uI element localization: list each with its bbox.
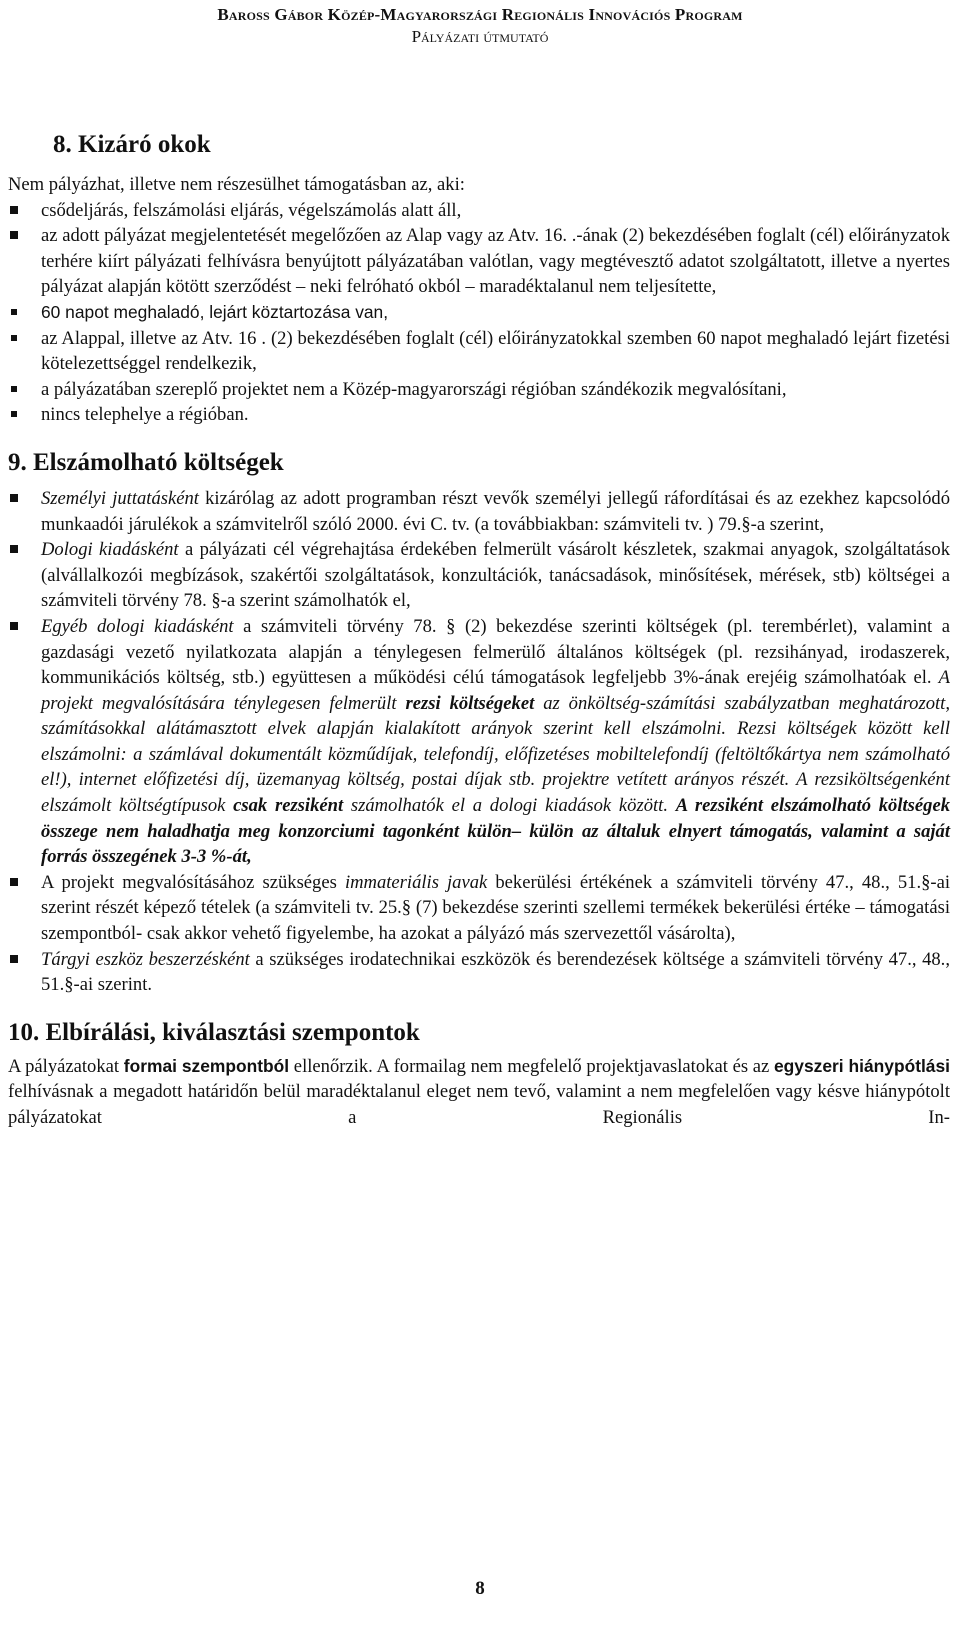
- emphasis: Tárgyi eszköz beszerzésként: [41, 948, 250, 970]
- italic-text: A projekt megvalósítására ténylegesen felmerült: [41, 667, 950, 714]
- list-item: [8, 870, 950, 947]
- item-text: A projekt megvalósításához szükséges: [41, 871, 345, 893]
- emphasis: Személyi juttatásként: [41, 487, 199, 509]
- exclusion-list: [8, 198, 950, 300]
- bold-italic-text: csak rezsiként: [233, 795, 344, 817]
- item-text: a számviteli törvény 78. § (2) bekezdése szerinti költségek (pl. terembérlet), valamint a gazdasági vezető nyilatkozata alapján a ténylegesen felmerülő általános költségek (pl. rezsihányad, irodaszerek, kommunikációs költség, stb.) együttesen a működési célú támogatások legfeljebb 3%-ának erejéig számolhatóak el.: [41, 615, 950, 689]
- bold-text: formai szempontból: [123, 1055, 290, 1076]
- page-number: 8: [475, 1578, 485, 1599]
- document-subtitle: Pályázati útmutató: [411, 27, 549, 46]
- emphasis: Dologi kiadásként: [41, 539, 179, 561]
- list-item: [8, 486, 950, 537]
- paragraph-text: A pályázatokat: [8, 1055, 124, 1077]
- emphasis: immateriális javak: [344, 871, 488, 893]
- section-8-intro: Nem pályázhat, illetve nem részesülhet támogatásban az, aki:: [8, 174, 465, 195]
- paragraph-text: ellenőrzik. A formailag nem megfelelő projektjavaslatokat és az: [289, 1055, 775, 1077]
- list-item: nincs telephelye a régióban.: [8, 402, 950, 428]
- section-10-heading: 10. Elbírálási, kiválasztási szempontok: [8, 1018, 420, 1046]
- section-9-heading: 9. Elszámolható költségek: [8, 448, 284, 476]
- exclusion-list-continued: [8, 300, 950, 428]
- list-item: [8, 947, 950, 998]
- eligible-costs-list: [8, 486, 950, 998]
- list-item: csődeljárás, felszámolási eljárás, végelszámolás alatt áll,: [8, 198, 950, 224]
- bold-italic-text: A rezsiként elszámolható költségek összege nem haladhatja meg konzorciumi tagonként külön– külön az általuk elnyert támogatás, valamint a saját forrás összegének 3-3 %-át,: [41, 795, 951, 868]
- list-item: a pályázatában szereplő projektet nem a Közép-magyarországi régióban szándékozik megvalósítani,: [8, 377, 950, 403]
- italic-text: az önköltség-számítási szabályzatban meghatározott, számításokkal alátámasztott elvek alapján kialakított arányok szerint kell elszámolni. Rezsi költségek között kell elszámolni: a számlával dokumentált közműdíjak, telefondíj, előfizetéses mobiltelefondíj (feltöltőkártya nem számolható el!), internet előfizetési díj, üzemanyag költség, postai díjak stb. projektre vetített arányos részét. A rezsiköltségenként elszámolt költségtípusok: [41, 692, 950, 817]
- item-text: a szükséges irodatechnikai eszközök és berendezések költsége a számviteli törvény 47., 48., 51.§-ai szerint.: [41, 948, 950, 996]
- list-item: [8, 614, 950, 870]
- list-item: [8, 537, 950, 614]
- emphasis: Egyéb dologi kiadásként: [41, 615, 234, 637]
- list-item: az Alappal, illetve az Atv. 16 . (2) bekezdésében foglalt (cél) előirányzatokkal szemben 60 napot meghaladó lejárt fizetési kötelezettséggel rendelkezik,: [8, 326, 950, 377]
- italic-text: számolhatók el a dologi kiadások között.: [343, 795, 676, 817]
- paragraph-text: felhívásnak a megadott határidőn belül maradéktalanul eleget nem tevő, valamint a nem megfelelően vagy késve hiánypótolt pályázatokat a Regionális In-: [8, 1081, 950, 1128]
- page-content: [8, 128, 950, 1131]
- bold-italic-text: rezsi költségeket: [405, 692, 535, 714]
- item-text: kizárólag az adott programban részt vevők személyi jellegű ráfordításai és az ezekhez kapcsolódó munkaadói járulékok a számvitelről szóló 2000. évi C. tv. (a továbbiakban: számviteli tv. ) 79.§-a szerint,: [41, 487, 950, 535]
- program-title: Baross Gábor Közép-Magyarországi Regionális Innovációs Program: [217, 5, 743, 24]
- section-8-heading: 8. Kizáró okok: [53, 131, 211, 158]
- list-item: az adott pályázat megjelentetését megelőzően az Alap vagy az Atv. 16. .-ának (2) bekezdésében foglalt (cél) előirányzatok terhére kiírt pályázati felhívásra benyújtott pályázatában valótlan, vagy megtévesztő adatot szolgáltatott, illetve a nyertes pályázat alapján kötött szerződést – neki felróható okból – maradéktalanul nem teljesítette,: [8, 223, 950, 300]
- list-item: 60 napot meghaladó, lejárt köztartozása van,: [8, 300, 950, 326]
- section-10-paragraph: [8, 1054, 950, 1131]
- page-header: [0, 4, 960, 48]
- item-text: a pályázati cél végrehajtása érdekében felmerült vásárolt készletek, szakmai anyagok, szolgáltatások (alvállalkozói megbízások, szakértői szolgáltatások, konzultációk, tanácsadások, minősítések, mérések, stb) költségei a számviteli törvény 78. §-a szerint számolhatók el,: [41, 539, 950, 612]
- bold-text: egyszeri hiánypótlási: [774, 1055, 950, 1076]
- item-text: bekerülési értékének a számviteli törvény 47., 48., 51.§-ai szerint részét képező tételek (a számviteli tv. 25.§ (7) bekezdése szerinti szellemi termékek bekerülési értéke – támogatási szempontból- csak akkor vehető figyelembe, ha azokat a pályázó más szervezettől vásárolta),: [41, 871, 951, 945]
